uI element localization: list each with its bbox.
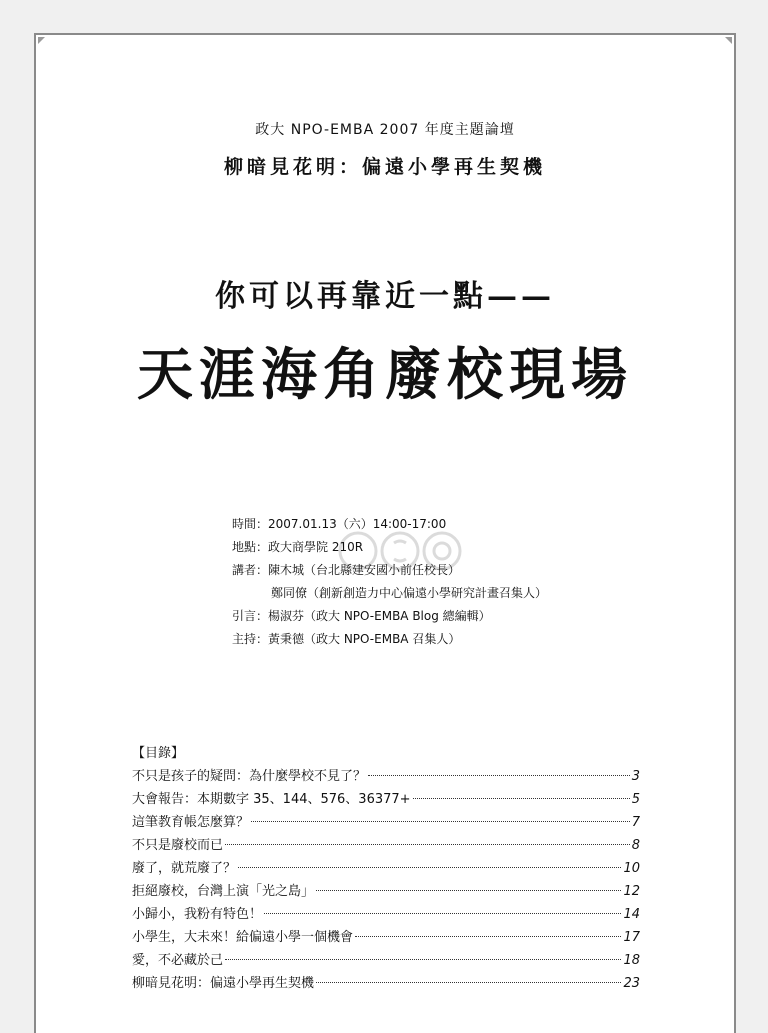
toc-item[interactable] bbox=[132, 788, 640, 811]
toc-leader-dots bbox=[316, 982, 621, 983]
toc-item-title: 這筆教育帳怎麼算？ bbox=[132, 815, 250, 830]
toc-leader-dots bbox=[413, 798, 630, 799]
event-speaker: 講者：陳木城（台北縣建安國小前任校長） bbox=[232, 563, 461, 577]
toc-item-page: 8 bbox=[631, 838, 640, 853]
toc-leader-dots bbox=[368, 775, 630, 776]
toc-item-title: 小學生，大未來！給偏遠小學一個機會 bbox=[132, 930, 354, 945]
event-speaker: 鄭同僚（創新創造力中心偏遠小學研究計畫召集人） bbox=[271, 586, 548, 600]
page-corner-mark bbox=[38, 37, 45, 44]
toc-item-title: 愛，不必藏於己 bbox=[132, 953, 224, 968]
toc-item-title: 不只是孩子的疑問：為什麼學校不見了？ bbox=[132, 769, 367, 784]
toc-heading: 【目錄】 bbox=[132, 746, 185, 761]
toc-item-page: 14 bbox=[623, 907, 640, 922]
toc-leader-dots bbox=[264, 913, 621, 914]
toc-item-page: 3 bbox=[631, 769, 640, 784]
event-host: 主持：黃秉德（政大 NPO-EMBA 召集人） bbox=[232, 632, 461, 646]
toc-leader-dots bbox=[225, 959, 621, 960]
toc-item[interactable] bbox=[132, 811, 640, 834]
toc-item-page: 10 bbox=[623, 861, 640, 876]
page-corner-mark bbox=[725, 37, 732, 44]
toc-item-page: 17 bbox=[623, 930, 640, 945]
toc-item[interactable] bbox=[132, 880, 640, 903]
toc-item-page: 12 bbox=[623, 884, 640, 899]
document-page bbox=[34, 33, 736, 1033]
toc-item-title: 不只是廢校而已 bbox=[132, 838, 224, 853]
toc-item-title: 拒絕廢校，台灣上演「光之島」 bbox=[132, 884, 315, 899]
toc-item-title: 大會報告：本期數字 35、144、576、36377+ bbox=[132, 792, 411, 807]
event-time: 時間：2007.01.13（六）14:00-17:00 bbox=[232, 517, 447, 531]
toc-item-page: 7 bbox=[631, 815, 640, 830]
toc-leader-dots bbox=[238, 867, 621, 868]
toc-leader-dots bbox=[355, 936, 621, 937]
toc-item-title: 小歸小，我粉有特色！ bbox=[132, 907, 263, 922]
forum-title: 柳暗見花明：偏遠小學再生契機 bbox=[223, 156, 546, 178]
toc-item-title: 柳暗見花明：偏遠小學再生契機 bbox=[132, 976, 315, 991]
toc-leader-dots bbox=[251, 821, 630, 822]
toc-item-page: 18 bbox=[623, 953, 640, 968]
event-intro: 引言：楊淑芬（政大 NPO-EMBA Blog 總編輯） bbox=[232, 609, 491, 623]
toc-item-page: 5 bbox=[631, 792, 640, 807]
event-info bbox=[232, 513, 672, 651]
toc-item-page: 23 bbox=[623, 976, 640, 991]
main-subtitle: 你可以再靠近一點—— bbox=[215, 279, 555, 314]
table-of-contents bbox=[132, 742, 640, 995]
toc-item[interactable] bbox=[132, 926, 640, 949]
event-place: 地點：政大商學院 210R bbox=[232, 540, 364, 554]
main-title: 天涯海角廢校現場 bbox=[137, 342, 633, 408]
toc-item[interactable] bbox=[132, 903, 640, 926]
toc-leader-dots bbox=[225, 844, 630, 845]
toc-item[interactable] bbox=[132, 857, 640, 880]
toc-item[interactable] bbox=[132, 949, 640, 972]
toc-item[interactable] bbox=[132, 972, 640, 995]
toc-item[interactable] bbox=[132, 765, 640, 788]
toc-item[interactable] bbox=[132, 834, 640, 857]
forum-line: 政大 NPO-EMBA 2007 年度主題論壇 bbox=[255, 122, 515, 138]
toc-item-title: 廢了，就荒廢了？ bbox=[132, 861, 237, 876]
toc-leader-dots bbox=[316, 890, 621, 891]
